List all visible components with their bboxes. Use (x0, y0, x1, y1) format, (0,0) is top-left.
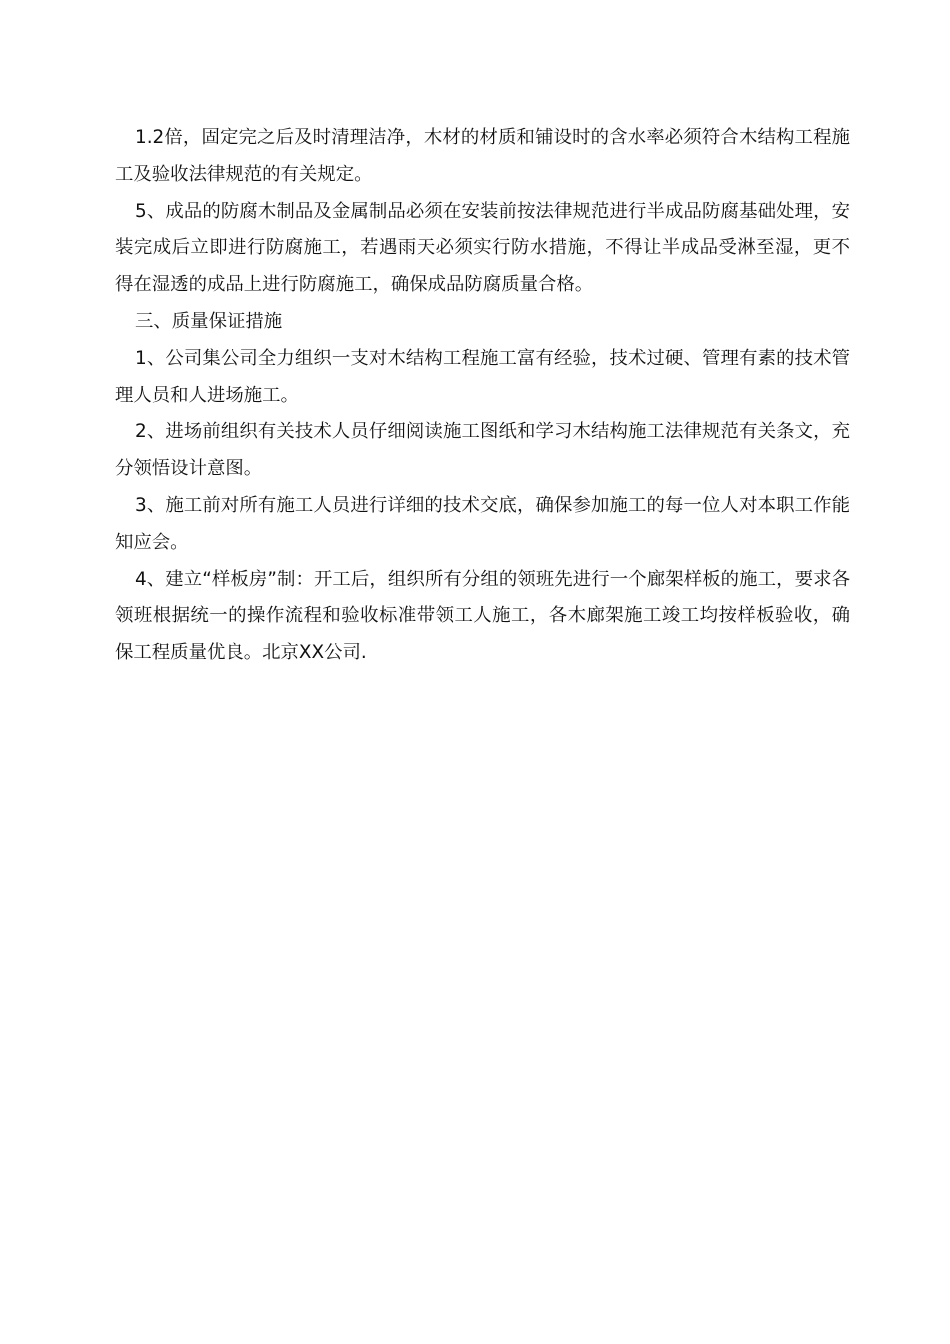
document-body (115, 120, 850, 672)
section-heading-quality-measures: 三、质量保证措施 (135, 310, 283, 332)
paragraph-item-3: 3、施工前对所有施工人员进行详细的技术交底，确保参加施工的每一位人对本职工作能知应会。 (115, 494, 850, 553)
paragraph-item-2: 2、进场前组织有关技术人员仔细阅读施工图纸和学习木结构施工法律规范有关条文，充分领悟设计意图。 (115, 421, 850, 480)
paragraph-item-4: 4、建立“样板房”制：开工后，组织所有分组的领班先进行一个廊架样板的施工，要求各领班根据统一的操作流程和验收标准带领工人施工，各木廊架施工竣工均按样板验收，确保工程质量优良。北京XX公司. (115, 568, 850, 664)
paragraph-item-1: 1、公司集公司全力组织一支对木结构工程施工富有经验，技术过硬、管理有素的技术管理人员和人进场施工。 (115, 347, 850, 406)
paragraph-continuation: 1.2倍，固定完之后及时清理洁净，木材的材质和铺设时的含水率必须符合木结构工程施工及验收法律规范的有关规定。 (115, 127, 850, 185)
paragraph-item-5: 5、成品的防腐木制品及金属制品必须在安装前按法律规范进行半成品防腐基础处理，安装完成后立即进行防腐施工，若遇雨天必须实行防水措施，不得让半成品受淋至湿，更不得在湿透的成品上进行防腐施工，确保成品防腐质量合格。 (115, 200, 850, 296)
